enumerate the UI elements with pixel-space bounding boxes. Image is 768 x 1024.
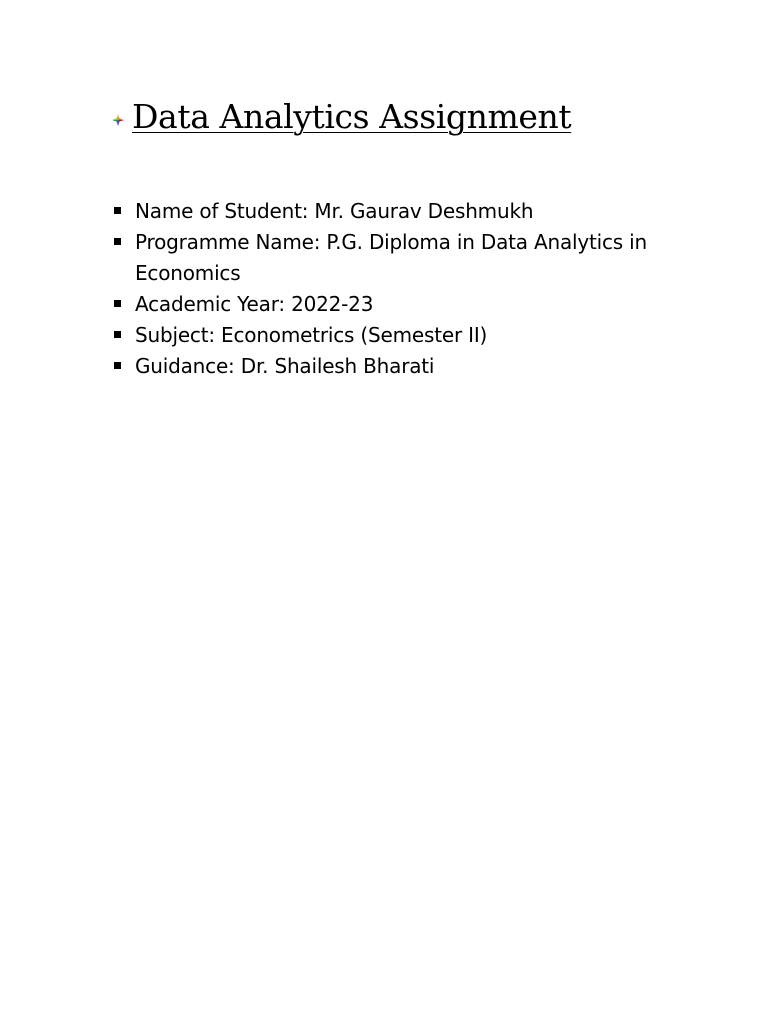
list-item-programme-name	[114, 227, 694, 289]
document-title: Data Analytics Assignment	[132, 97, 572, 136]
square-bullet-icon	[114, 331, 121, 338]
list-item-academic-year	[114, 289, 694, 320]
list-item-text: Name of Student: Mr. Gaurav Deshmukh	[135, 199, 534, 223]
list-item-subject	[114, 320, 694, 351]
square-bullet-icon	[114, 300, 121, 307]
colored-diamond-icon	[112, 114, 124, 126]
list-item-text: Subject: Econometrics (Semester II)	[135, 323, 488, 347]
square-bullet-icon	[114, 238, 121, 245]
list-item-student-name	[114, 196, 694, 227]
info-list	[114, 196, 694, 382]
list-item-text: Academic Year: 2022-23	[135, 292, 374, 316]
square-bullet-icon	[114, 362, 121, 369]
list-item-text: Programme Name: P.G. Diploma in Data Analytics in Economics	[135, 230, 647, 285]
list-item-guidance	[114, 351, 694, 382]
list-item-text: Guidance: Dr. Shailesh Bharati	[135, 354, 435, 378]
square-bullet-icon	[114, 207, 121, 214]
title-row	[112, 96, 571, 138]
